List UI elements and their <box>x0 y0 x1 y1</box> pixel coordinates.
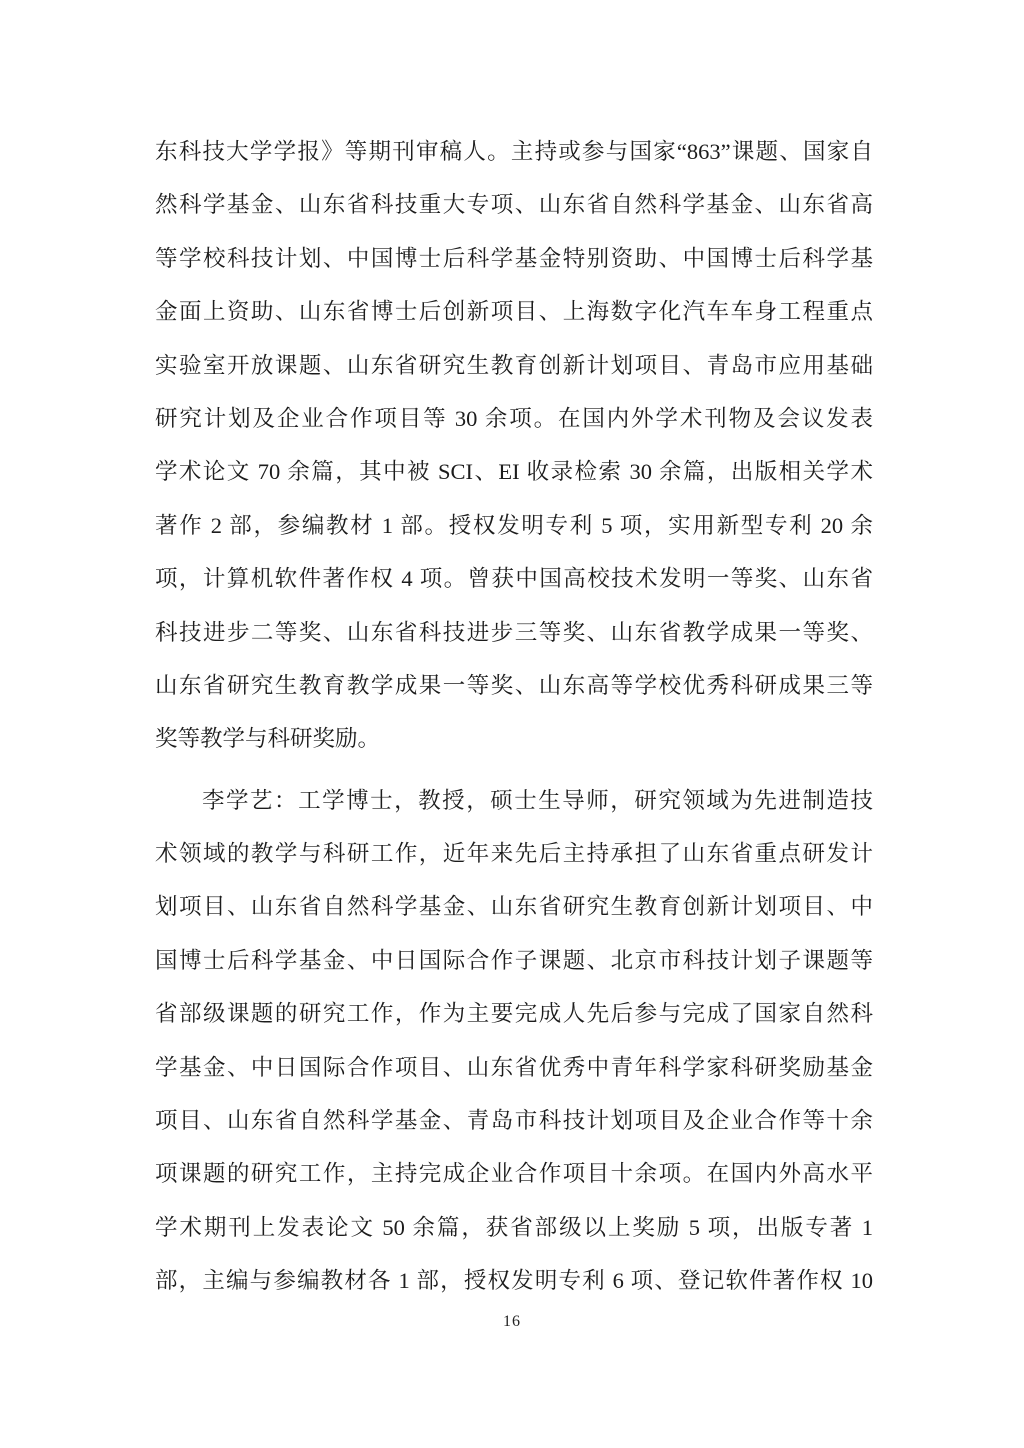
text-line: 奖等教学与科研奖励。 <box>155 726 381 752</box>
text-line: 山东省研究生教育教学成果一等奖、山东高等学校优秀科研成果三等 <box>155 672 873 698</box>
text-line: 科技进步二等奖、山东省科技进步三等奖、山东省教学成果一等奖、 <box>155 619 873 645</box>
text-line: 省部级课题的研究工作，作为主要完成人先后参与完成了国家自然科 <box>155 1001 873 1027</box>
text-line: 李学艺：工学博士，教授，硕士生导师，研究领域为先进制造技 <box>202 787 873 813</box>
text-line: 著作 2 部，参编教材 1 部。授权发明专利 5 项，实用新型专利 20 余 <box>155 512 873 538</box>
text-line: 等学校科技计划、中国博士后科学基金特别资助、中国博士后科学基 <box>155 245 873 271</box>
text-line: 金面上资助、山东省博士后创新项目、上海数字化汽车车身工程重点 <box>155 299 873 325</box>
text-line: 部，主编与参编教材各 1 部，授权发明专利 6 项、登记软件著作权 10 <box>155 1268 873 1294</box>
paragraph-2 <box>155 774 873 1308</box>
page-number: 16 <box>503 1313 521 1330</box>
text-line: 学术期刊上发表论文 50 余篇，获省部级以上奖励 5 项，出版专著 1 <box>155 1214 873 1240</box>
text-line: 项，计算机软件著作权 4 项。曾获中国高校技术发明一等奖、山东省 <box>155 566 873 592</box>
text-line: 项目、山东省自然科学基金、青岛市科技计划项目及企业合作等十余 <box>155 1108 873 1134</box>
text-line: 术领域的教学与科研工作，近年来先后主持承担了山东省重点研发计 <box>155 841 873 867</box>
paragraph-1 <box>155 125 873 766</box>
text-line: 东科技大学学报》等期刊审稿人。主持或参与国家“863”课题、国家自 <box>155 139 873 164</box>
text-line: 然科学基金、山东省科技重大专项、山东省自然科学基金、山东省高 <box>155 192 873 218</box>
text-line: 项课题的研究工作，主持完成企业合作项目十余项。在国内外高水平 <box>155 1161 873 1187</box>
document-body <box>155 125 873 1308</box>
text-line: 划项目、山东省自然科学基金、山东省研究生教育创新计划项目、中 <box>155 894 873 920</box>
text-line: 学基金、中日国际合作项目、山东省优秀中青年科学家科研奖励基金 <box>155 1054 873 1080</box>
text-line: 实验室开放课题、山东省研究生教育创新计划项目、青岛市应用基础 <box>155 352 873 378</box>
text-line: 学术论文 70 余篇，其中被 SCI、EI 收录检索 30 余篇，出版相关学术 <box>155 459 873 485</box>
text-line: 国博士后科学基金、中日国际合作子课题、北京市科技计划子课题等 <box>155 947 873 973</box>
text-line: 研究计划及企业合作项目等 30 余项。在国内外学术刊物及会议发表 <box>155 405 873 431</box>
